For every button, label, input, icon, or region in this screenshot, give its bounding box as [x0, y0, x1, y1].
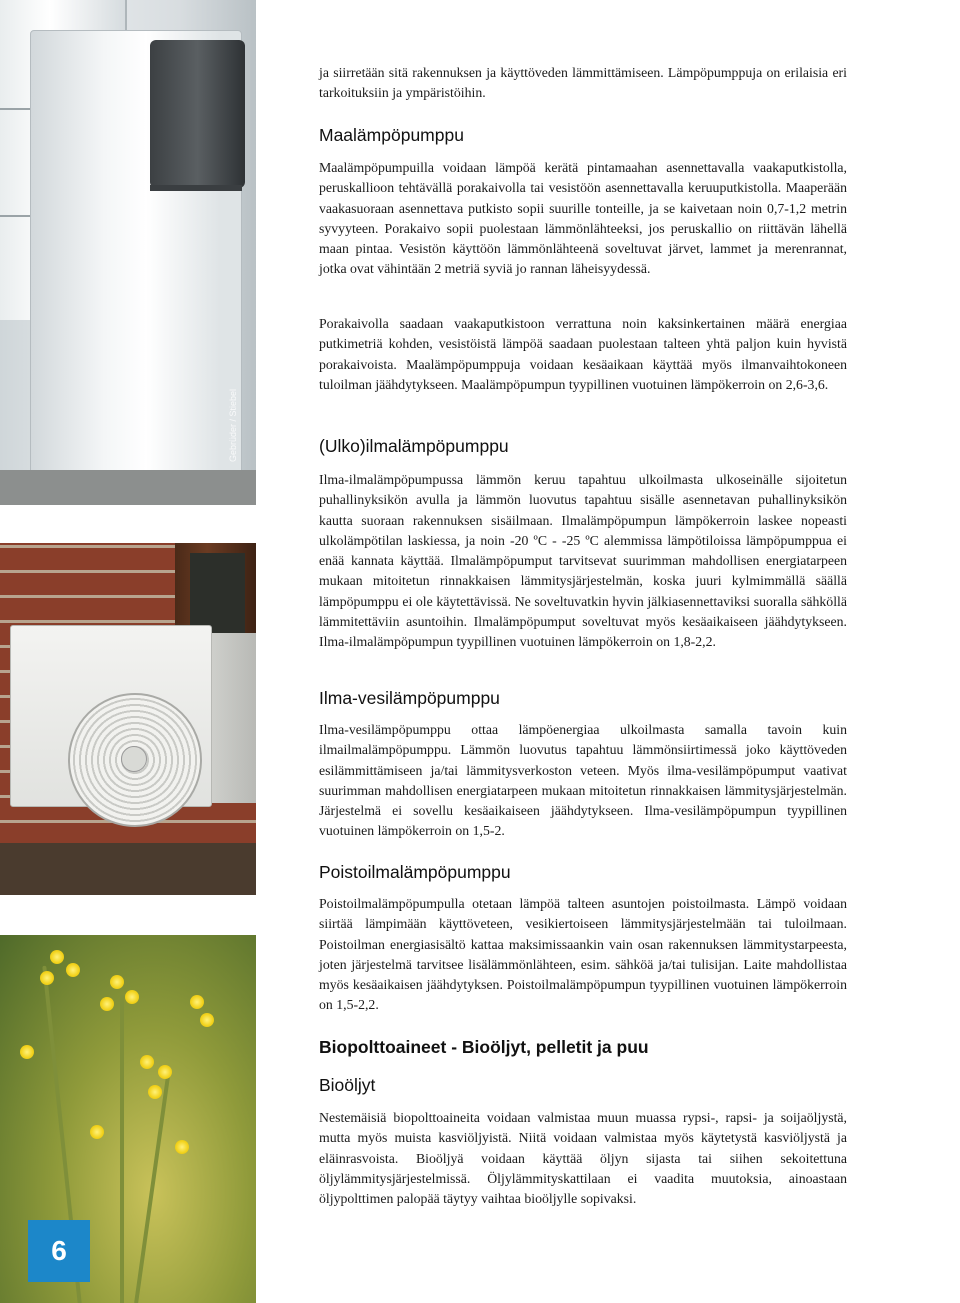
ilmavesi-paragraph: Ilma-vesilämpöpumppu ottaa lämpöenergiaa ulkoilmasta samalla tavoin kuin ilmailmalämpöpumppu. Lämmön luovutus tapahtuu lämmönsiirtimessä joko käyttöveden esilämmittämiseen ja/tai lämmitysverkoston veteen. Myös ilma-vesilämpöpumput vaativat suurimman mahdollisen energiatarpeen mukaan mitoitetun rinnakkaisen lämmitysjärjestelmän. Järjestelmä ei sovellu kesäaikaiseen jäähdytykseen. Ilma-vesilämpöpumpun tyypillinen vuotuinen lämpökerroin on 1,5-2. [319, 722, 847, 839]
heading-ilma-vesilampopumppu: Ilma-vesilämpöpumppu [319, 688, 500, 708]
poistoilma-paragraph: Poistoilmalämpöpumpulla otetaan lämpöä talteen asuntojen poistoilmasta. Lämpö voidaan siirtää lämpimään käyttöveteen, vesikiertoiseen lämmitysjärjestelmään tai tuloilmaan. Poistoilman energiasisältö kattaa maksimissaankin vain osan rakennuksen lämmitystarpeesta, joten järjestelmä tarvitsee lisälämmönlähteen, esim. sähköä ja/tai tulisijan. Laite mahdollistaa myös kesäaikaisen jäähdytyksen. Poistoilmalämpöpumpun tyypillinen vuotuinen lämpökerroin on 1,5-2,2. [319, 896, 847, 1013]
heading-poistoilmalampopumppu: Poistoilmalämpöpumppu [319, 862, 511, 882]
maalampo-paragraph-2: Porakaivolla saadaan vaakaputkistoon verrattuna noin kaksinkertainen määrä energiaa putkimetriä kohden, vesistöistä lämpöä saadaan puolestaan talteen yhtä paljon kuin hyvistä porakaivoista. Maalämpöpumppuja voidaan kesäaikaan käyttää myös ilmanvaihtokoneen tuloilman jäähdytykseen. Maalämpöpumpun tyypillinen vuotuinen lämpökerroin on 2,6-3,6. [319, 316, 847, 392]
maalampo-paragraph-1: Maalämpöpumpuilla voidaan lämpöä kerätä pintamaahan asennettavalla vaakaputkistolla, peruskallioon tehtävällä porakaivolla tai vesistöön asennettavalla keruuputkistolla. Maaperään vaakasuoraan asennettava putkisto sopii suurille tonteille, ja se kaivetaan noin 0,7-1,2 metrin syvyyteen. Porakaivo sopii puolestaan lämmönlähteeksi, jos peruskallio on riittävän lähellä maan pintaa. Vesistön käyttöön lämmönlähteenä soveltuvat järvet, lammet ja merenrannat, jotka ovat vähintään 2 metriä syviä jo rannan läheisyydessä. [319, 160, 847, 277]
photo-credit: Gebrüder / Stiebel [228, 388, 238, 462]
outdoor-unit-photo [0, 543, 256, 895]
intro-paragraph: ja siirretään sitä rakennuksen ja käyttöveden lämmittämiseen. Lämpöpumppuja on erilaisia eri tarkoituksiin ja ympäristöihin. [319, 65, 847, 101]
heat-pump-indoor-photo [0, 0, 256, 505]
heading-maalampopumppu: Maalämpöpumppu [319, 125, 464, 145]
page-number-badge [28, 1220, 90, 1282]
heading-ulkoilmalampopumppu: (Ulko)ilmalämpöpumppu [319, 436, 509, 456]
heat-pump-control-panel [150, 40, 245, 188]
page-number: 6 [51, 1235, 67, 1266]
ilmalampo-paragraph: Ilma-ilmalämpöpumpussa lämmön keruu tapahtuu ulkoilmasta ulkoseinälle sijoitetun puhallinyksikön avulla ja lämmön luovutus tapahtuu sisälle asennetavan puhallinyksikön kautta suoraan rakennuksen sisäilmaan. Ilmalämpöpumpun lämpökerroin laskee nopeasti ulkolämpötilan laskiessa, ja noin -20 ºC - -25 ºC alemmissa lämpötiloissa lämpöpumppua ei enää kannata käyttää. Ilmalämpöpumput tarvitsevat suurimman mahdollisen energiatarpeen mukaan mitoitetun rinnakkaisen lämmitysjärjestelmän, koska juuri kylmimmällä säällä lämpöpumppu ei ole käytettävissä. Ne soveltuvatkin hyvin jälkiasennettaviksi suoralla sähköllä lämmitettäviin asuntoihin. Ilmalämpöpumput soveltuvat myös kesäaikaiseen jäähdytykseen. Ilma-ilmalämpöpumpun tyypillinen vuotuinen lämpökerroin on 1,8-2,2. [319, 472, 847, 650]
heading-biooljyt: Bioöljyt [319, 1075, 376, 1095]
bio-paragraph: Nestemäisiä biopolttoaineita voidaan valmistaa muun muassa rypsi-, rapsi- ja soijaöljystä, mutta myös muista kasviöljyistä. Niitä voidaan valmistaa myös käytetystä kasviöljystä ja eläinrasvoista. Bioöljyä voidaan käyttää öljyn sijasta tai siihen sekoitettuna öljylämmitysjärjestelmissä. Öljylämmityskattilaan ei vaadita muutoksia, ainoastaan öljypolttimen palopää täytyy vaihtaa bioöljylle sopivaksi. [319, 1110, 847, 1207]
heading-biopolttoaineet: Biopolttoaineet - Bioöljyt, pelletit ja puu [319, 1037, 649, 1057]
